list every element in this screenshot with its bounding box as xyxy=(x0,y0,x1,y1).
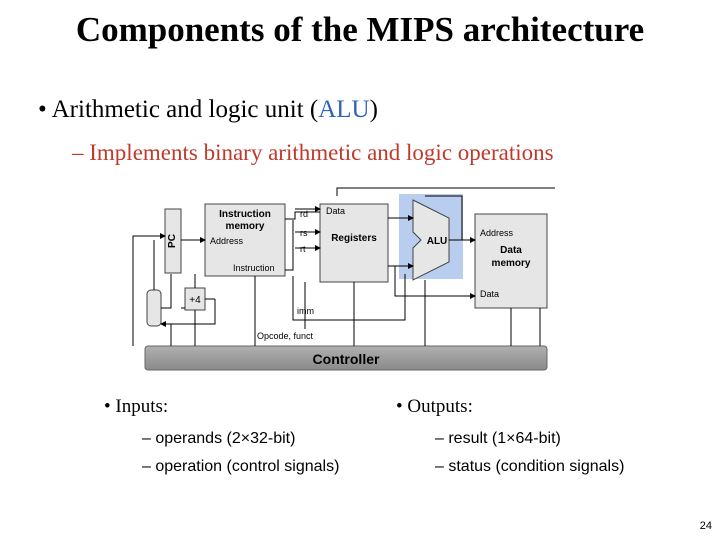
inputs-column xyxy=(104,396,168,418)
registers-label: Registers xyxy=(331,233,377,244)
dm-label-2: memory xyxy=(491,258,531,269)
slide-title: Components of the MIPS architecture xyxy=(75,10,645,49)
page-number: 24 xyxy=(699,520,712,532)
mips-datapath-diagram xyxy=(125,184,555,374)
imm-label: imm xyxy=(297,306,314,316)
dm-data-in-label: Data xyxy=(480,289,500,299)
alu-label: ALU xyxy=(426,236,448,247)
instr-mem-address: Address xyxy=(210,236,244,246)
inputs-list xyxy=(142,425,339,481)
pc-label: PC xyxy=(167,234,178,248)
dm-address-label: Address xyxy=(480,228,514,238)
plus4-label: +4 xyxy=(189,295,201,306)
bullet-alu-suffix: ) xyxy=(369,96,378,123)
outputs-list xyxy=(435,425,624,481)
registers-data-label: Data xyxy=(326,206,346,216)
sub-bullet-implements: – Implements binary arithmetic and logic operations xyxy=(72,140,554,165)
bullet-alu xyxy=(38,96,378,124)
rd-label: rd xyxy=(300,209,309,219)
pc-mux xyxy=(147,290,161,326)
input-item: – operands (2×32-bit) xyxy=(142,430,296,447)
controller-label: Controller xyxy=(312,351,380,367)
alu-term: ALU xyxy=(318,96,370,123)
dm-label-1: Data xyxy=(500,245,522,256)
rs-label: rs xyxy=(300,228,308,238)
instr-mem-label-1: Instruction xyxy=(219,209,271,220)
instr-mem-label-2: memory xyxy=(225,221,265,232)
rt-label: rt xyxy=(300,244,306,254)
bullet-alu-prefix: • Arithmetic and logic unit ( xyxy=(38,96,319,123)
outputs-heading: • Outputs: xyxy=(396,396,473,417)
output-item: – result (1×64-bit) xyxy=(435,430,561,447)
input-item: – operation (control signals) xyxy=(142,458,340,475)
inputs-heading: • Inputs: xyxy=(104,396,169,417)
instr-mem-instruction: Instruction xyxy=(233,263,275,273)
outputs-column xyxy=(396,396,473,418)
output-item: – status (condition signals) xyxy=(435,458,625,475)
opcode-label: Opcode, funct xyxy=(257,331,314,341)
